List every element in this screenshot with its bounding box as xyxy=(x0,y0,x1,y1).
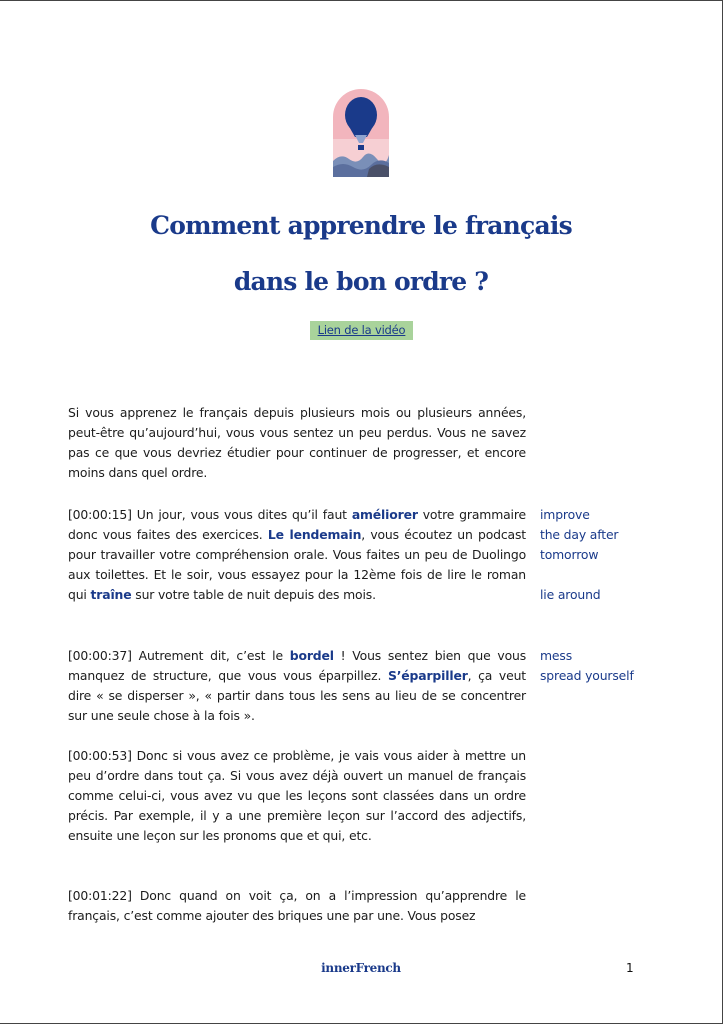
paragraph-text: , vous écoutez un podcast pour travailler votre compréhension orale. Vous faites un peu de Duolingo aux toilettes. Et le soir, vous essayez pour la 12ème fois de lire le roman qui xyxy=(68,527,526,602)
paragraph-00-00-53: [00:00:53] Donc si vous avez ce problème, je vais vous aider à mettre un peu d’ordre dans tout ça. Si vous avez déjà ouvert un manuel de français comme celui-ci, vous avez vu que les leçons sont classées dans un ordre précis. Par exemple, il y a une première leçon sur l’accord des adjectifs, ensuite une leçon sur les pronoms que et qui, etc. xyxy=(68,748,526,843)
paragraph-text: ! Vous sentez bien que vous manquez de structure, que vous vous éparpillez. xyxy=(68,648,527,683)
paragraph-00-00-37 xyxy=(68,646,526,726)
paragraph-00-00-15 xyxy=(68,505,526,605)
paragraph-text: , ça veut dire « se disperser », « partir dans tous les sens au lieu de se concentrer sur une seule chose à la fois ». xyxy=(68,668,527,723)
paragraph-text: [00:00:37] Autrement dit, c’est le xyxy=(68,648,290,663)
vocab-keyword: bordel xyxy=(289,648,334,663)
paragraph-text: votre grammaire donc vous faites des exercices. xyxy=(68,507,526,542)
glossary-item: tomorrow xyxy=(540,547,599,562)
paragraph-text: sur votre table de nuit depuis des mois. xyxy=(131,587,376,602)
vocab-keyword: traîne xyxy=(90,587,132,602)
footer-brand: innerFrench xyxy=(321,961,401,975)
page-number: 1 xyxy=(626,961,634,975)
glossary-item: spread yourself xyxy=(540,668,634,683)
glossary-item: the day after xyxy=(540,527,619,542)
vocab-keyword: S’éparpiller xyxy=(387,668,468,683)
hot-air-balloon-logo-icon xyxy=(333,89,389,177)
page-title-line-1: Comment apprendre le français xyxy=(150,211,572,240)
paragraph-intro: Si vous apprenez le français depuis plusieurs mois ou plusieurs années, peut-être qu’aujourd’hui, vous vous sentez un peu perdus. Vous ne savez pas ce que vous devriez étudier pour continuer de progresser, et encore moins dans quel ordre. xyxy=(68,405,526,480)
paragraph-text: [00:00:15] Un jour, vous vous dites qu’il faut xyxy=(68,507,352,522)
glossary-item: improve xyxy=(540,507,590,522)
glossary-item: mess xyxy=(540,648,573,663)
vocab-keyword: Le lendemain xyxy=(267,527,362,542)
paragraph-00-01-22: [00:01:22] Donc quand on voit ça, on a l’impression qu’apprendre le français, c’est comme ajouter des briques une par une. Vous posez xyxy=(68,888,526,923)
video-link[interactable]: Lien de la vidéo xyxy=(310,321,413,340)
page-title-line-2: dans le bon ordre ? xyxy=(233,267,489,296)
vocab-keyword: améliorer xyxy=(351,507,418,522)
glossary-item: lie around xyxy=(540,587,601,602)
